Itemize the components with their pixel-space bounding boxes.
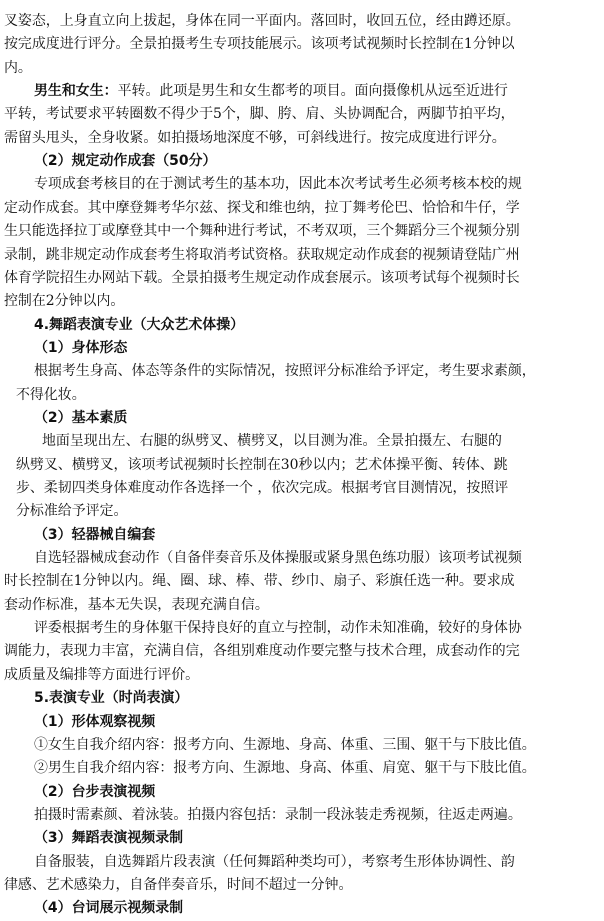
text-line	[4, 873, 604, 898]
line-text: 成质量及编排等方面进行评价。	[4, 666, 200, 683]
line-text: 时长控制在1分钟以内。绳、圈、球、棒、带、纱巾、扇子、彩旗任选一种。要求成	[4, 573, 515, 590]
bold-heading: （1）形体观察视频	[34, 713, 156, 730]
bold-heading: 5.表演专业（时尚表演）	[34, 690, 189, 707]
text-line	[34, 149, 604, 174]
line-text: 控制在2分钟以内。	[4, 293, 125, 310]
text-line	[4, 266, 604, 291]
text-line	[4, 32, 604, 57]
text-line	[34, 546, 604, 571]
text-line	[34, 359, 604, 384]
text-line	[4, 289, 604, 314]
text-line	[4, 196, 604, 221]
line-text: 步、柔韧四类身体难度动作各选择一个 ，依次完成。根据考官目测情况，按照评	[16, 480, 509, 496]
bold-heading: （2）规定动作成套（50分）	[34, 153, 217, 170]
line-text: 录制，跳非规定动作成套考生将取消考试资格。获取规定动作成套的视频请登陆广州	[4, 246, 520, 263]
line-text: 不得化妆。	[16, 386, 86, 403]
line-text: 需留头甩头，全身收紧。如拍摄场地深度不够，可斜线进行。按完成度进行评分。	[4, 129, 506, 146]
line-text: 体育学院招生办网站下载。全景拍摄考生规定动作成套展示。该项考试每个视频时长	[4, 269, 520, 286]
text-line	[34, 733, 604, 758]
bold-heading: （3）轻器械自编套	[34, 526, 156, 543]
bold-heading: （1）身体形态	[34, 339, 128, 356]
text-line	[34, 336, 604, 361]
line-text: 地面呈现出左、右腿的纵劈叉、横劈叉，以目测为准。全景拍摄左、右腿的	[42, 433, 502, 450]
line-text: 生只能选择拉丁或摩登其中一个舞种进行考试，不考双项，三个舞蹈分三个视频分别	[4, 223, 520, 240]
text-line	[4, 56, 604, 81]
line-text: 根据考生身高、体态等条件的实际情况，按照评分标准给予评定，考生要求素颜，	[34, 363, 536, 380]
text-line	[34, 616, 604, 641]
bold-heading: 4.舞蹈表演专业（大众艺术体操）	[34, 316, 245, 333]
text-line	[34, 850, 604, 875]
line-text: 自选轻器械成套动作（自备伴奏音乐及体操服或紧身黑色练功服）该项考试视频	[34, 550, 522, 567]
text-line	[34, 826, 604, 851]
bold-heading: （2）台步表演视频	[34, 783, 156, 800]
bold-heading: 男生和女生：	[34, 83, 118, 100]
line-text: 律感、艺术感染力，自备伴奏音乐，时间不超过一分钟。	[4, 876, 353, 893]
line-text: 平转。此项是男生和女生都考的项目。面向摄像机从远至近进行	[117, 83, 508, 100]
line-text: 套动作标准，基本无失误，表现充满自信。	[4, 596, 269, 613]
text-line	[34, 523, 604, 548]
text-line	[34, 896, 604, 921]
text-line	[4, 639, 604, 664]
line-text: ②男生自我介绍内容：报考方向、生源地、身高、体重、肩宽、躯干与下肢比值。	[34, 760, 536, 777]
line-text: 分标准给予评定。	[16, 503, 128, 520]
bold-heading: （3）舞蹈表演视频录制	[34, 830, 184, 847]
text-line	[4, 126, 604, 151]
text-line	[34, 686, 604, 711]
text-line	[16, 383, 604, 408]
text-line	[16, 453, 604, 478]
text-line	[4, 102, 604, 127]
text-line	[34, 803, 604, 828]
text-line	[34, 172, 604, 197]
line-text: ①女生自我介绍内容：报考方向、生源地、身高、体重、三围、躯干与下肢比值。	[34, 736, 536, 753]
text-line	[4, 569, 604, 594]
text-line	[34, 406, 604, 431]
line-text: 调能力，表现力丰富，充满自信，各组别难度动作要完整与技术合理，成套动作的完	[4, 643, 520, 660]
text-line	[34, 79, 604, 104]
bold-heading: （2）基本素质	[34, 409, 128, 426]
text-line	[4, 219, 604, 244]
line-text: 内。	[4, 59, 32, 76]
line-text: 专项成套考核目的在于测试考生的基本功，因此本次考试考生必须考核本校的规	[34, 176, 522, 193]
bold-heading: （4）台词展示视频录制	[34, 900, 184, 917]
text-line	[42, 429, 604, 454]
line-text: 纵劈叉、横劈叉，该项考试视频时长控制在30秒以内；艺术体操平衡、转体、跳	[16, 456, 508, 473]
text-line	[34, 780, 604, 805]
line-text: 按完成度进行评分。全景拍摄考生专项技能展示。该项考试视频时长控制在1分钟以	[4, 36, 515, 53]
text-line	[4, 593, 604, 618]
text-line	[34, 756, 604, 781]
line-text: 自备服装，自选舞蹈片段表演（任何舞蹈种类均可），考察考生形体协调性、韵	[34, 853, 515, 870]
line-text: 评委根据考生的身体躯干保持良好的直立与控制，动作未知准确，较好的身体协	[34, 620, 522, 637]
text-line	[34, 710, 604, 735]
text-line	[16, 476, 604, 501]
text-line	[4, 243, 604, 268]
line-text: 叉姿态，上身直立向上拔起，身体在同一平面内。落回时，收回五位，经由蹲还原。	[4, 13, 520, 29]
text-line	[16, 499, 604, 524]
line-text: 定动作成套。其中摩登舞考华尔兹、探戈和维也纳，拉丁舞考伦巴、恰恰和牛仔，学	[4, 199, 520, 216]
text-line	[4, 9, 604, 34]
line-text: 拍摄时需素颜、着泳装。拍摄内容包括：录制一段泳装走秀视频，往返走两遍。	[34, 806, 522, 823]
text-line	[4, 663, 604, 688]
line-text: 平转，考试要求平转圈数不得少于5个，脚、胯、肩、头协调配合，两脚节拍平均，	[4, 106, 515, 123]
text-line	[34, 313, 604, 338]
